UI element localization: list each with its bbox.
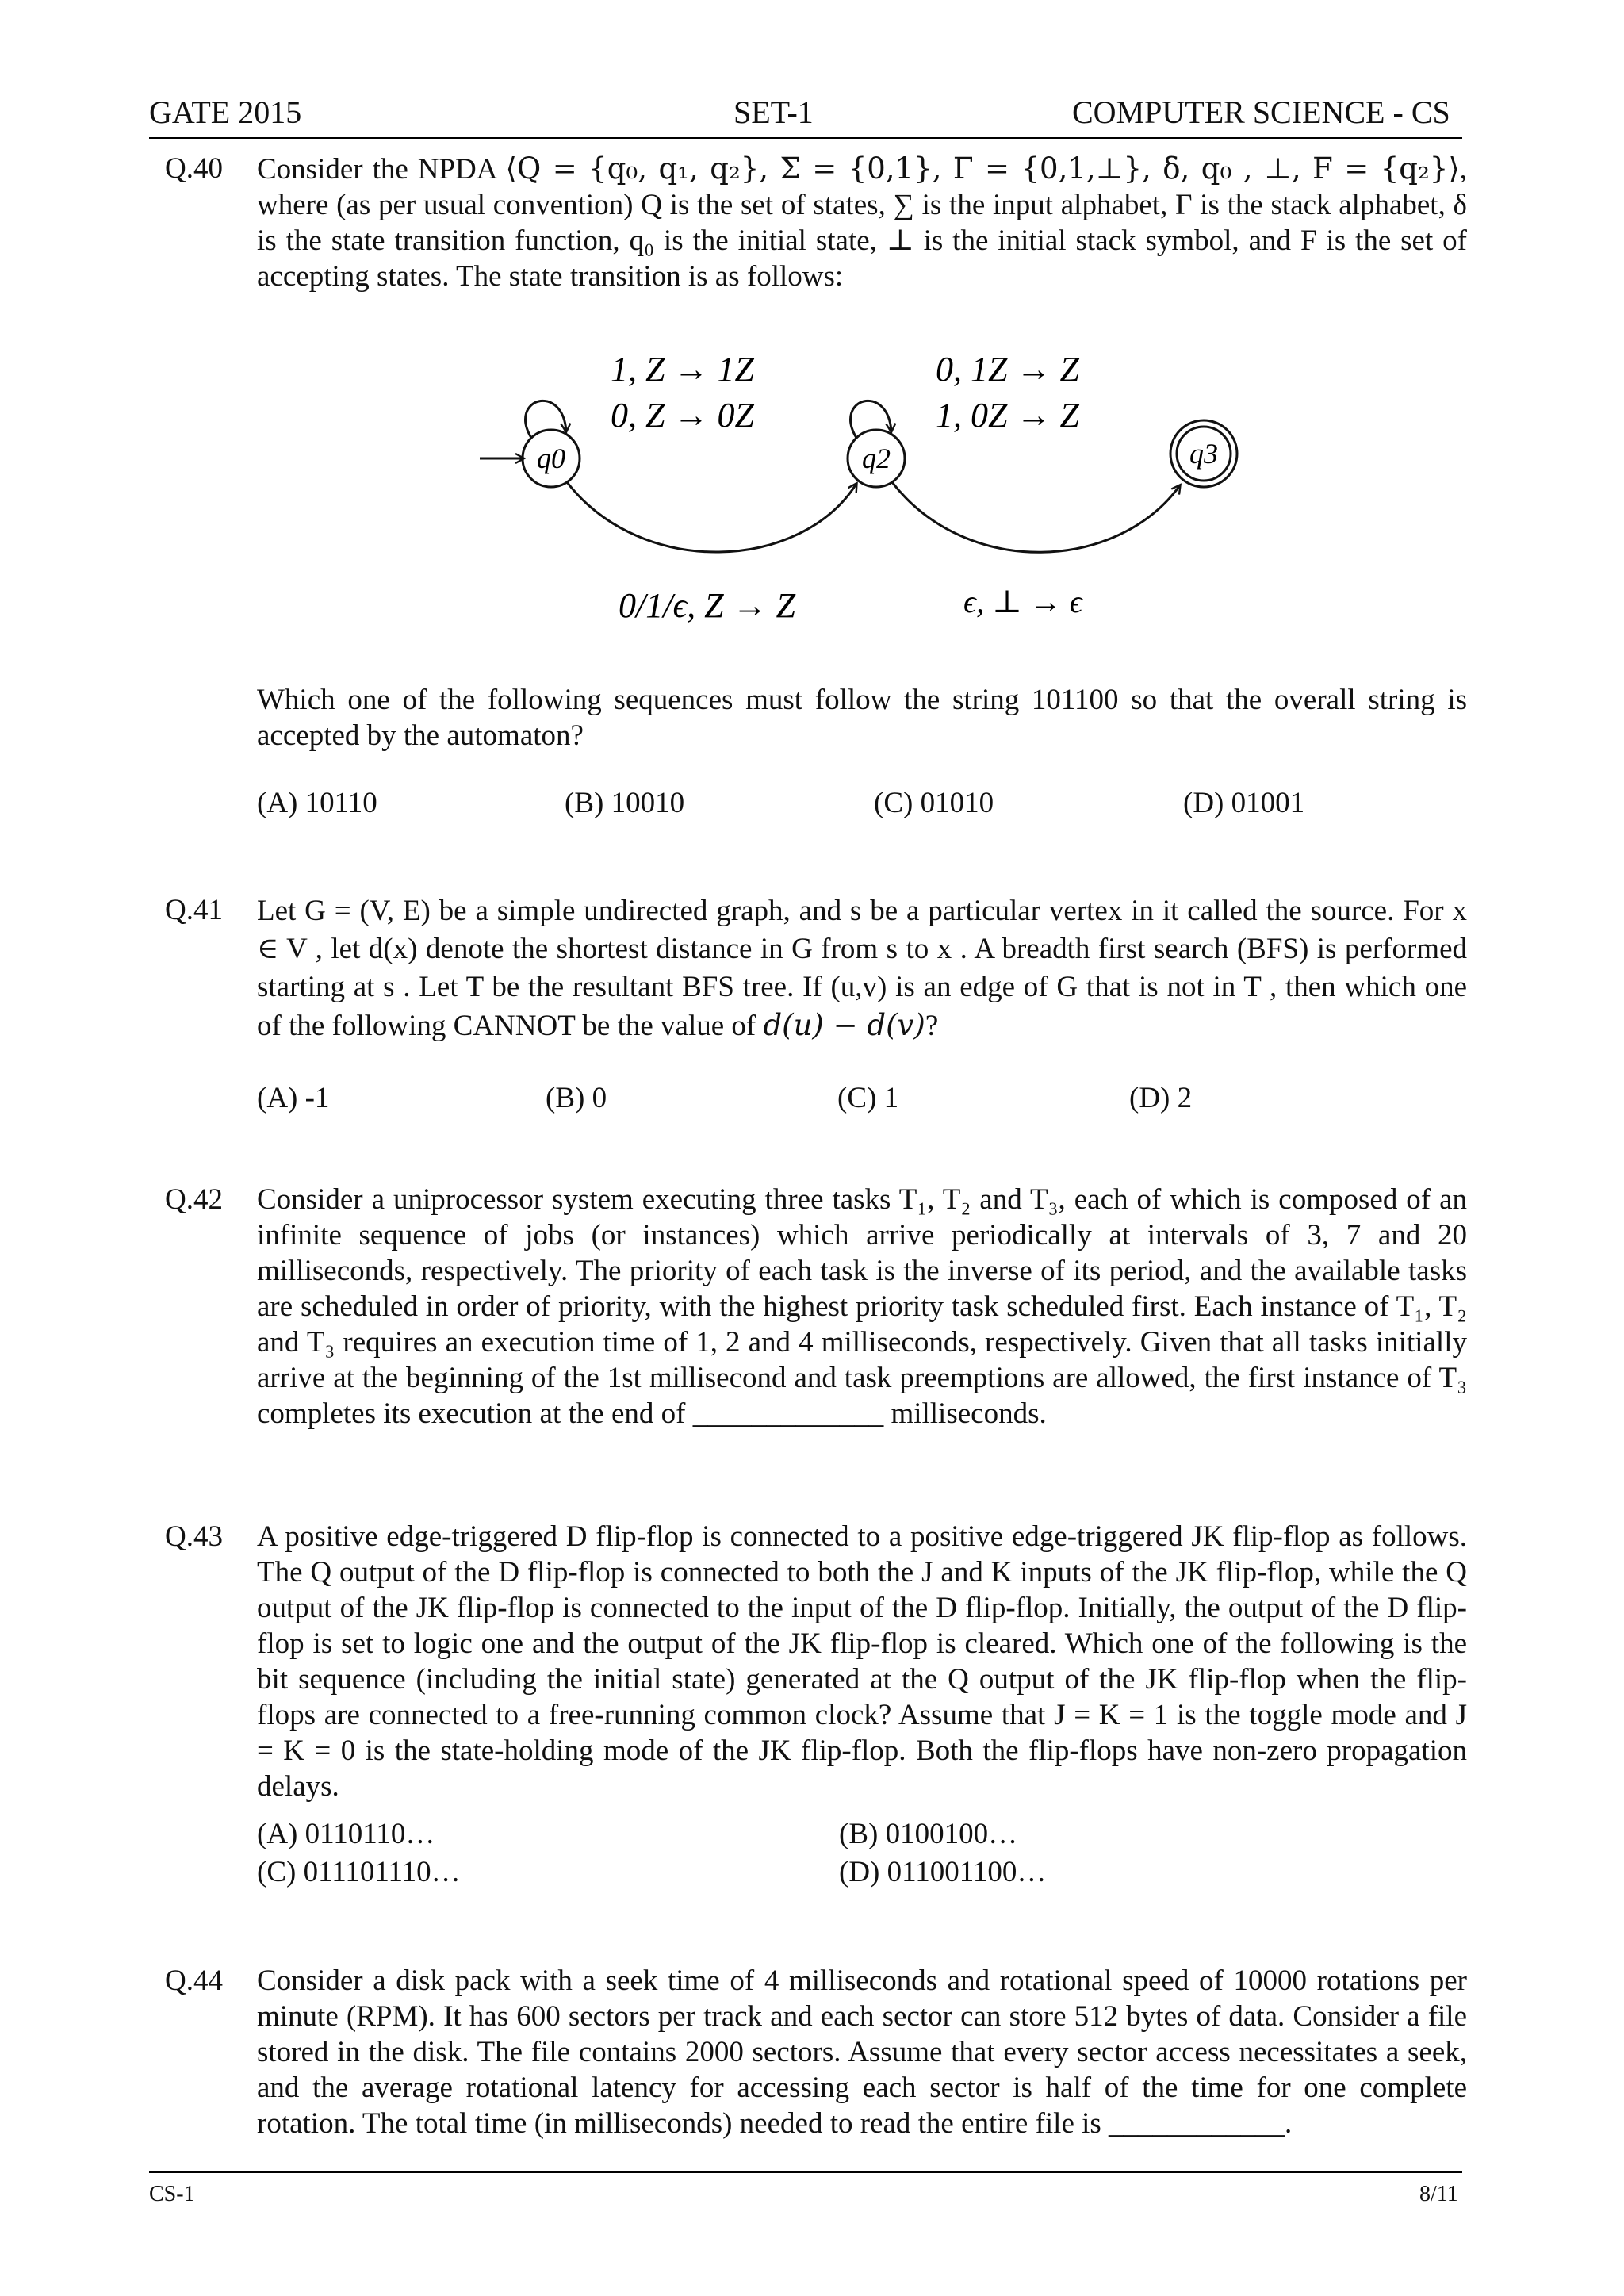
question-44-text: Consider a disk pack with a seek time of 4 milliseconds and rotational speed of 10000 rotations per minute (RPM). It has 600 sectors per track and each sector can store 512 bytes of data. Consider a file stored in the disk. The file contains 2000 sectors. Assume that every sector access necessitates a seek, and the average rotational latency for accessing each sector is half of the time for one complete rotation. The total time (in milliseconds) needed to read the entire file is ____________. xyxy=(257,1964,1467,2140)
option-d: (D) 011001100… xyxy=(839,1856,1047,1888)
distance-expression: d(u) − d(v) xyxy=(763,1008,925,1042)
option-a: (A) -1 xyxy=(257,1082,330,1114)
option-a: (A) 10110 xyxy=(257,787,377,819)
question-number: Q.42 xyxy=(165,1183,223,1216)
question-number: Q.44 xyxy=(165,1964,223,1997)
page-number: 8/11 xyxy=(1419,2182,1458,2206)
npda-tuple: ⟨Q = {q₀, q₁, q₂}, Σ = {0,1}, Γ = {0,1,⊥}, δ, q₀ , ⊥, F = {q₂}⟩ xyxy=(505,151,1460,186)
state-q2 xyxy=(848,430,905,487)
option-d: (D) 01001 xyxy=(1183,787,1305,819)
option-b: (B) 0 xyxy=(546,1082,607,1114)
svg-text:q2: q2 xyxy=(862,443,891,474)
question-number: Q.40 xyxy=(165,152,223,185)
option-c: (C) 011101110… xyxy=(257,1856,461,1888)
npda-state-diagram xyxy=(468,333,1269,642)
question-40-prompt: Which one of the following sequences must follow the string 101100 so that the overall string is accepted by the automaton? xyxy=(257,684,1467,752)
header-rule xyxy=(149,137,1462,139)
option-b: (B) 10010 xyxy=(565,787,685,819)
edge-q2-q3-label: ϵ, ⊥ → ϵ xyxy=(963,584,1082,619)
footer-rule xyxy=(149,2171,1462,2173)
loop-q2-label-1: 0, 1Z → Z xyxy=(936,350,1079,389)
state-q3 xyxy=(1170,420,1237,487)
question-number: Q.43 xyxy=(165,1520,223,1553)
svg-text:q0: q0 xyxy=(537,443,565,474)
question-41-text: Let G = (V, E) be a simple undirected graph, and s be a particular vertex in it called the source. For x ∈ V , let d(x) denote the shortest distance in G from s to x . A breadth first search (BFS) is performed starting at s . Let T be the resultant BFS tree. If (u,v) is an edge of G that is not in T , then which one of the following CANNOT be the value of d(u) − d(v)? xyxy=(257,895,1468,1042)
option-d: (D) 2 xyxy=(1129,1082,1193,1114)
svg-text:q3: q3 xyxy=(1189,438,1218,470)
exam-title: GATE 2015 xyxy=(149,94,302,130)
edge-q0-q2-label: 0/1/ϵ, Z → Z xyxy=(619,586,796,625)
subject-label: COMPUTER SCIENCE - CS xyxy=(1072,94,1450,130)
state-q0 xyxy=(523,430,580,487)
question-42-text: Consider a uniprocessor system executing three tasks T₁, T₂ and T₃, each of which is composed of an infinite sequence of jobs (or instances) which arrive periodically at intervals of 3, 7 and 20 milliseconds, respectively. The priority of each task is the inverse of its period, and the available tasks are scheduled in order of priority, with the highest priority task scheduled first. Each instance of T₁, T₂ and T₃ requires an execution time of 1, 2 and 4 milliseconds, respectively. Given that all tasks initially arrive at the beginning of the 1st millisecond and task preemptions are allowed, the first instance of T₃ completes its execution at the end of _____________ milliseconds. xyxy=(257,1183,1467,1430)
option-a: (A) 0110110… xyxy=(257,1818,435,1850)
footer-code: CS-1 xyxy=(149,2182,195,2206)
option-c: (C) 1 xyxy=(837,1082,899,1114)
loop-q0-label-2: 0, Z → 0Z xyxy=(611,396,754,435)
option-b: (B) 0100100… xyxy=(839,1818,1018,1850)
question-40-text: Consider the NPDA ⟨Q = {q₀, q₁, q₂}, Σ = {0,1}, Γ = {0,1,⊥}, δ, q₀ , ⊥, F = {q₂}⟩, where (as per usual convention) Q is the set of states, ∑ is the input alphabet, Γ is the stack alphabet, δ is the state transition function, q₀ is the initial state, ⊥ is the initial stack symbol, and F is the set of accepting states. The state transition is as follows: xyxy=(257,151,1467,293)
set-label: SET-1 xyxy=(733,94,814,130)
loop-q0-label-1: 1, Z → 1Z xyxy=(611,350,754,389)
question-43-text: A positive edge-triggered D flip-flop is connected to a positive edge-triggered JK flip-flop as follows. The Q output of the D flip-flop is connected to both the J and K inputs of the JK flip-flop, while the Q output of the JK flip-flop is connected to the input of the D flip-flop. Initially, the output of the D flip-flop is set to logic one and the output of the JK flip-flop is cleared. Which one of the following is the bit sequence (including the initial state) generated at the Q output of the JK flip-flop when the flip-flops are connected to a free-running common clock? Assume that J = K = 1 is the toggle mode and J = K = 0 is the state-holding mode of the JK flip-flop. Both the flip-flops have non-zero propagation delays. xyxy=(257,1520,1467,1803)
edge-q0-to-q2 xyxy=(567,482,856,552)
option-c: (C) 01010 xyxy=(874,787,994,819)
edge-q2-to-q3 xyxy=(892,482,1180,552)
question-number: Q.41 xyxy=(165,894,223,926)
loop-q2-label-2: 1, 0Z → Z xyxy=(936,396,1079,435)
